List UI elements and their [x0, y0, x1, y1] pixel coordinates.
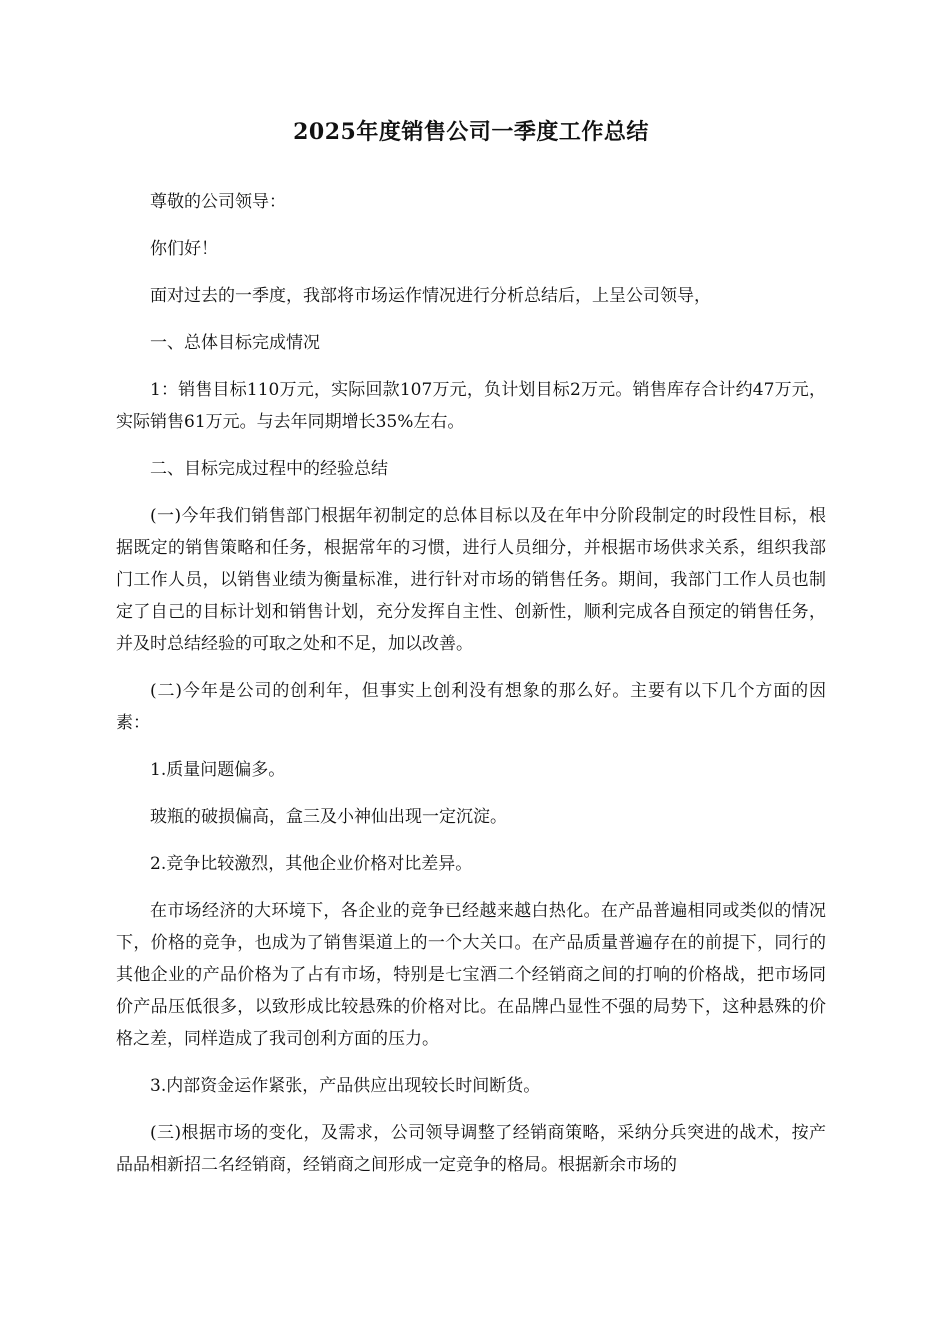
experience-paragraph-1: (一)今年我们销售部门根据年初制定的总体目标以及在年中分阶段制定的时段性目标，根据既定的销售策略和任务，根据常年的习惯，进行人员细分，并根据市场供求关系，组织我部门工作人员，以销售业绩为衡量标准，进行针对市场的销售任务。期间，我部门工作人员也制定了自己的目标计划和销售计划，充分发挥自主性、创新性，顺利完成各自预定的销售任务，并及时总结经验的可取之处和不足，加以改善。 [116, 506, 826, 654]
factor-item-2: 2.竞争比较激烈，其他企业价格对比差异。 [150, 854, 473, 874]
factor-item-1: 1.质量问题偏多。 [150, 760, 286, 780]
factor-detail-1: 玻瓶的破损偏高，盒三及小神仙出现一定沉淀。 [150, 807, 507, 827]
section-heading-2: 二、目标完成过程中的经验总结 [150, 459, 388, 479]
section-heading-1: 一、总体目标完成情况 [150, 333, 320, 353]
document-title: 2025年度销售公司一季度工作总结 [293, 119, 649, 145]
factor-detail-2: 在市场经济的大环境下，各企业的竞争已经越来越白热化。在产品普遍相同或类似的情况下，价格的竞争，也成为了销售渠道上的一个大关口。在产品质量普遍存在的前提下，同行的其他企业的产品价格为了占有市场，特别是七宝酒二个经销商之间的打响的价格战，把市场同价产品压低很多，以致形成比较悬殊的价格对比。在品牌凸显性不强的局势下，这种悬殊的价格之差，同样造成了我司创利方面的压力。 [116, 901, 826, 1049]
factor-item-3: 3.内部资金运作紧张，产品供应出现较长时间断货。 [150, 1076, 541, 1096]
salutation: 尊敬的公司领导： [150, 192, 286, 212]
intro-paragraph: 面对过去的一季度，我部将市场运作情况进行分析总结后，上呈公司领导， [150, 286, 711, 306]
experience-paragraph-2: (二)今年是公司的创利年，但事实上创利没有想象的那么好。主要有以下几个方面的因素： [116, 681, 826, 733]
greeting: 你们好！ [150, 239, 218, 259]
sales-figures-paragraph: 1：销售目标110万元，实际回款107万元，负计划目标2万元。销售库存合计约47万元，实际销售61万元。与去年同期增长35%左右。 [116, 380, 826, 432]
experience-paragraph-3: (三)根据市场的变化，及需求，公司领导调整了经销商策略，采纳分兵突进的战术，按产品品相新招二名经销商，经销商之间形成一定竞争的格局。根据新余市场的 [116, 1123, 826, 1175]
